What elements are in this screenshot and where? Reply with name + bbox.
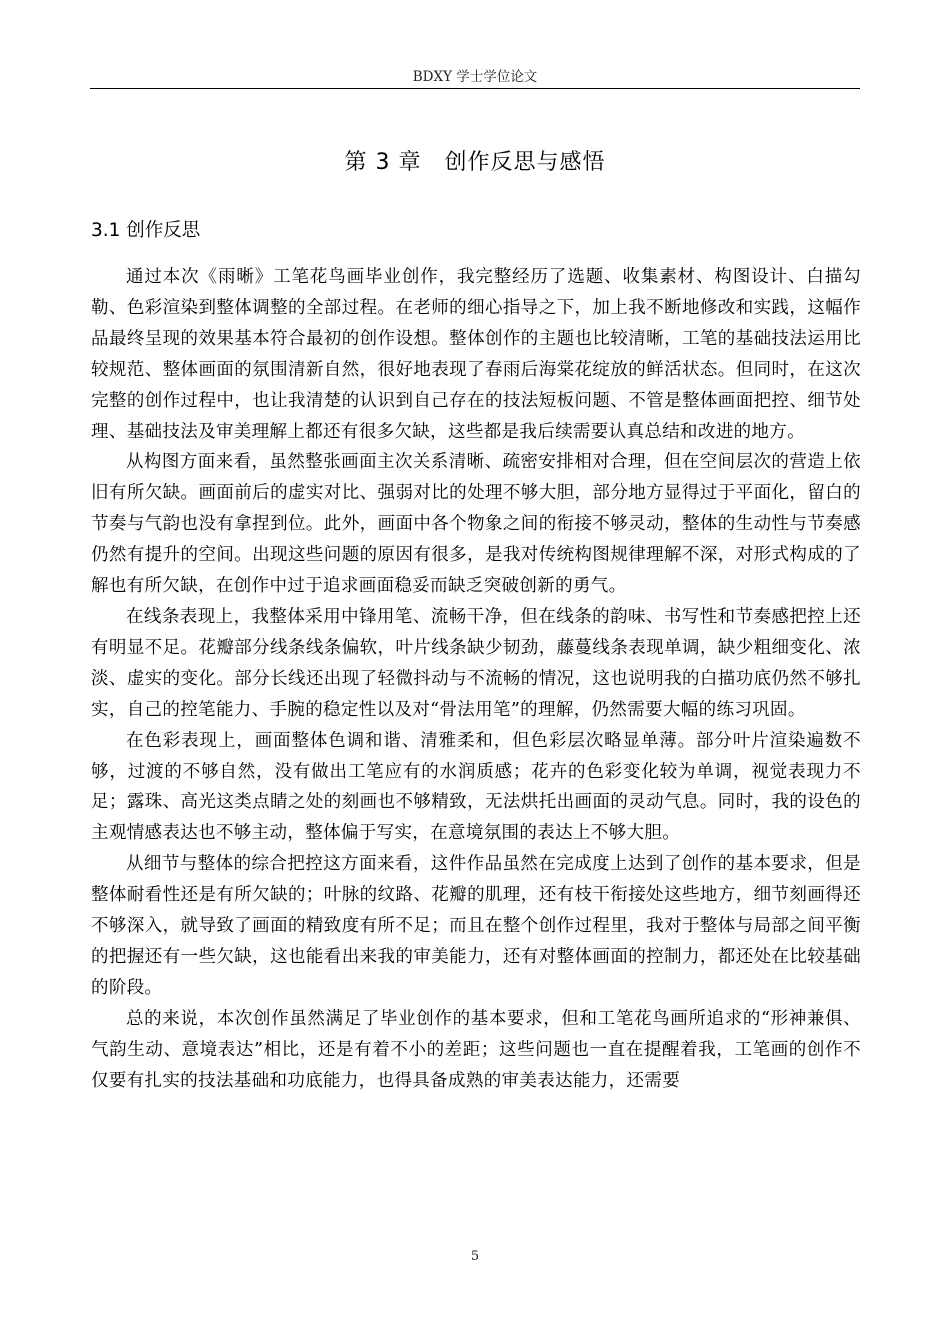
- paragraph: 从细节与整体的综合把控这方面来看，这件作品虽然在完成度上达到了创作的基本要求，但是整体耐看性还是有所欠缺的；叶脉的纹路、花瓣的肌理，还有枝干衔接处这些地方，细节刻画得还不够深入，就导致了画面的精致度有所不足；而且在整个创作过程里，我对于整体与局部之间平衡的把握还有一些欠缺，这也能看出来我的审美能力，还有对整体画面的控制力，都还处在比较基础的阶段。: [91, 854, 861, 998]
- chapter-title: 第 3 章 创作反思与感悟: [344, 150, 606, 175]
- paragraph: 总的来说，本次创作虽然满足了毕业创作的基本要求，但和工笔花鸟画所追求的“形神兼俱、气韵生动、意境表达”相比，还是有着不小的差距；这些问题也一直在提醒着我，工笔画的创作不仅要有扎实的技法基础和功底能力，也得具备成熟的审美表达能力，还需要: [91, 1008, 861, 1091]
- header-text: BDXY 学士学位论文: [412, 69, 538, 85]
- paragraph: 在线条表现上，我整体采用中锋用笔、流畅干净，但在线条的韵味、书写性和节奏感把控上还有明显不足。花瓣部分线条线条偏软，叶片线条缺少韧劲，藤蔓线条表现单调，缺少粗细变化、浓淡、虚实的变化。部分长线还出现了轻微抖动与不流畅的情况，这也说明我的白描功底仍然不够扎实，自己的控笔能力、手腕的稳定性以及对“骨法用笔”的理解，仍然需要大幅的练习巩固。: [91, 606, 861, 720]
- paragraph: 通过本次《雨晰》工笔花鸟画毕业创作，我完整经历了选题、收集素材、构图设计、白描勾勒、色彩渲染到整体调整的全部过程。在老师的细心指导之下，加上我不断地修改和实践，这幅作品最终呈现的效果基本符合最初的创作设想。整体创作的主题也比较清晰，工笔的基础技法运用比较规范、整体画面的氛围清新自然，很好地表现了春雨后海棠花绽放的鲜活状态。但同时，在这次完整的创作过程中，也让我清楚的认识到自己存在的技法短板问题、不管是整体画面把控、细节处理、基础技法及审美理解上都还有很多欠缺，这些都是我后续需要认真总结和改进的地方。: [91, 267, 861, 442]
- body-text: [91, 262, 861, 1096]
- page-header: [90, 66, 860, 89]
- paragraph: 从构图方面来看，虽然整张画面主次关系清晰、疏密安排相对合理，但在空间层次的营造上依旧有所欠缺。画面前后的虚实对比、强弱对比的处理不够大胆，部分地方显得过于平面化，留白的节奏与气韵也没有拿捏到位。此外，画面中各个物象之间的衔接不够灵动，整体的生动性与节奏感仍然有提升的空间。出现这些问题的原因有很多，是我对传统构图规律理解不深，对形式构成的了解也有所欠缺，在创作中过于追求画面稳妥而缺乏突破创新的勇气。: [91, 452, 861, 597]
- paragraph: 在色彩表现上，画面整体色调和谐、清雅柔和，但色彩层次略显单薄。部分叶片渲染遍数不够，过渡的不够自然，没有做出工笔应有的水润质感；花卉的色彩变化较为单调，视觉表现力不足；露珠、高光这类点睛之处的刻画也不够精致，无法烘托出画面的灵动气息。同时，我的设色的主观情感表达也不够主动，整体偏于写实，在意境氛围的表达上不够大胆。: [91, 730, 861, 844]
- section-title: 3.1 创作反思: [91, 220, 201, 241]
- page-number: 5: [470, 1249, 480, 1264]
